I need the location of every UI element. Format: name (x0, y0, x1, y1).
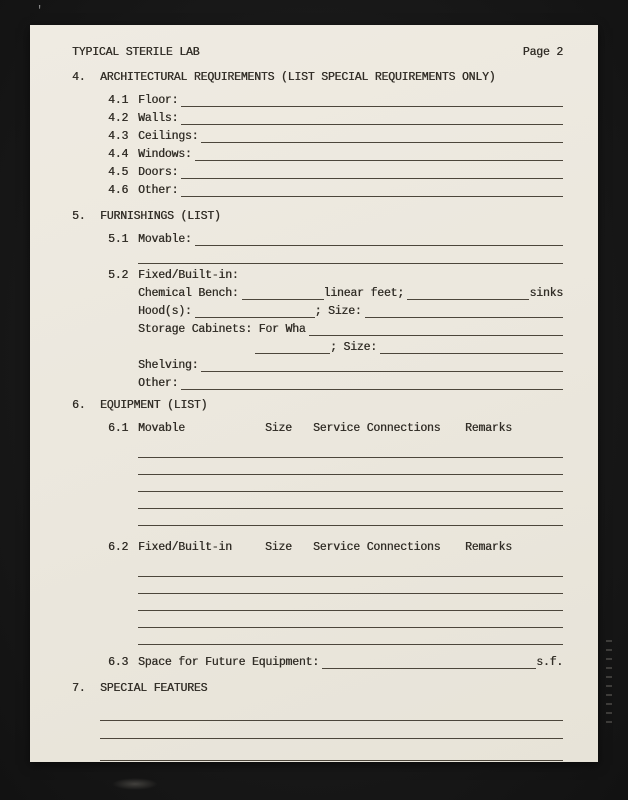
blank-entry-line (138, 595, 563, 612)
field-label: Hood(s): (138, 305, 192, 318)
fill-line (138, 263, 563, 264)
section-5-heading (72, 210, 563, 224)
item-number: 4.2 (108, 112, 129, 125)
fill-line (322, 668, 536, 669)
section-number: 4. (72, 71, 86, 84)
fill-line (138, 627, 563, 628)
fill-line (138, 644, 563, 645)
fill-line (365, 317, 563, 318)
field-ceilings (108, 126, 563, 144)
field-label: Space for Future Equipment: (138, 656, 319, 669)
equipment-fixed-header (108, 537, 563, 555)
field-other-furnishings (138, 373, 563, 391)
scan-artifact (606, 640, 612, 730)
fill-line (181, 124, 563, 125)
scan-artifact (112, 778, 158, 790)
fill-line (195, 245, 563, 246)
field-label: Fixed/Built-in: (138, 269, 239, 282)
item-number: 6.3 (108, 656, 129, 669)
page-number: Page 2 (522, 46, 563, 59)
section-number: 5. (72, 210, 86, 223)
blank-entry-line (100, 740, 563, 762)
column-header: Movable (138, 422, 185, 435)
field-label: Walls: (138, 112, 179, 125)
section-title: SPECIAL FEATURES (100, 682, 208, 695)
fill-line (138, 491, 563, 492)
fill-line (195, 160, 563, 161)
section-title: ARCHITECTURAL REQUIREMENTS (LIST SPECIAL REQUIREMENTS ONLY) (100, 71, 496, 84)
fill-line (181, 196, 563, 197)
item-number: 6.2 (108, 541, 129, 554)
field-label: Shelving: (138, 359, 199, 372)
fill-line (138, 508, 563, 509)
item-number: 5.1 (108, 233, 129, 246)
field-other-arch (108, 180, 563, 198)
item-number: 4.1 (108, 94, 129, 107)
field-storage-cabinets (138, 319, 563, 337)
blank-entry-line (100, 704, 563, 722)
item-number: 5.2 (108, 269, 129, 282)
field-hoods (138, 301, 563, 319)
fill-line (100, 760, 563, 761)
item-number: 4.6 (108, 184, 129, 197)
blank-entry-line (138, 578, 563, 595)
blank-entry-line (138, 629, 563, 646)
field-label: ; Size: (330, 341, 377, 354)
section-architectural (72, 71, 563, 198)
field-label: Ceilings: (138, 130, 199, 143)
equipment-movable-header (108, 418, 563, 436)
field-shelving (138, 355, 563, 373)
fill-line (138, 610, 563, 611)
field-movable-cont (138, 247, 563, 265)
blank-entry-line (100, 722, 563, 740)
field-label: sinks (529, 287, 563, 300)
fill-line (309, 335, 563, 336)
field-label: Windows: (138, 148, 192, 161)
fill-line (201, 371, 563, 372)
fill-line (138, 593, 563, 594)
item-number: 4.5 (108, 166, 129, 179)
field-label: ; Size: (314, 305, 362, 318)
doc-title: TYPICAL STERILE LAB (72, 46, 200, 59)
fill-line (407, 299, 530, 300)
blank-entry-line (138, 510, 563, 527)
column-header: Service Connections (313, 541, 441, 554)
section-title: EQUIPMENT (LIST) (100, 399, 208, 412)
field-walls (108, 108, 563, 126)
item-number: 4.3 (108, 130, 129, 143)
column-header: Service Connections (313, 422, 441, 435)
field-fixed-builtin (108, 265, 563, 283)
fill-line (380, 353, 563, 354)
fill-line (100, 738, 563, 739)
document-page (30, 25, 598, 762)
field-storage-cont (255, 337, 563, 355)
fill-line (138, 457, 563, 458)
item-number: 4.4 (108, 148, 129, 161)
section-number: 6. (72, 399, 86, 412)
blank-entry-line (138, 459, 563, 476)
field-label: Storage Cabinets: For Wha (138, 323, 306, 336)
scan-artifact: ' (36, 4, 44, 18)
field-label: Floor: (138, 94, 179, 107)
fill-line (181, 106, 563, 107)
fill-line (195, 317, 315, 318)
column-header: Remarks (465, 422, 512, 435)
field-label: Movable: (138, 233, 192, 246)
field-future-equipment (108, 652, 563, 670)
field-label: Other: (138, 377, 179, 390)
unit-label: s.f. (536, 656, 563, 669)
fill-line (181, 178, 563, 179)
section-equipment (72, 399, 563, 670)
field-label: linear feet; (323, 287, 404, 300)
fill-line (242, 299, 324, 300)
item-number: 6.1 (108, 422, 129, 435)
field-label: Doors: (138, 166, 179, 179)
fill-line (201, 142, 563, 143)
section-4-heading (72, 71, 563, 85)
field-label: Other: (138, 184, 179, 197)
field-doors (108, 162, 563, 180)
blank-entry-line (138, 476, 563, 493)
fill-line (138, 525, 563, 526)
blank-entry-line (138, 442, 563, 459)
section-number: 7. (72, 682, 86, 695)
column-header: Fixed/Built-in (138, 541, 232, 554)
field-chemical-bench (138, 283, 563, 301)
fill-line (138, 576, 563, 577)
column-header: Remarks (465, 541, 512, 554)
fill-line (255, 353, 330, 354)
blank-entry-line (138, 612, 563, 629)
field-floor (108, 90, 563, 108)
section-6-heading (72, 399, 563, 413)
section-special-features (72, 682, 563, 762)
section-7-heading (72, 682, 563, 696)
blank-entry-line (138, 493, 563, 510)
section-furnishings (72, 210, 563, 391)
blank-entry-line (138, 561, 563, 578)
fill-line (138, 474, 563, 475)
column-header: Size (265, 422, 292, 435)
field-windows (108, 144, 563, 162)
fill-line (181, 389, 563, 390)
field-movable (108, 229, 563, 247)
fill-line (100, 720, 563, 721)
column-header: Size (265, 541, 292, 554)
section-title: FURNISHINGS (LIST) (100, 210, 221, 223)
field-label: Chemical Bench: (138, 287, 239, 300)
page-header (72, 45, 563, 59)
